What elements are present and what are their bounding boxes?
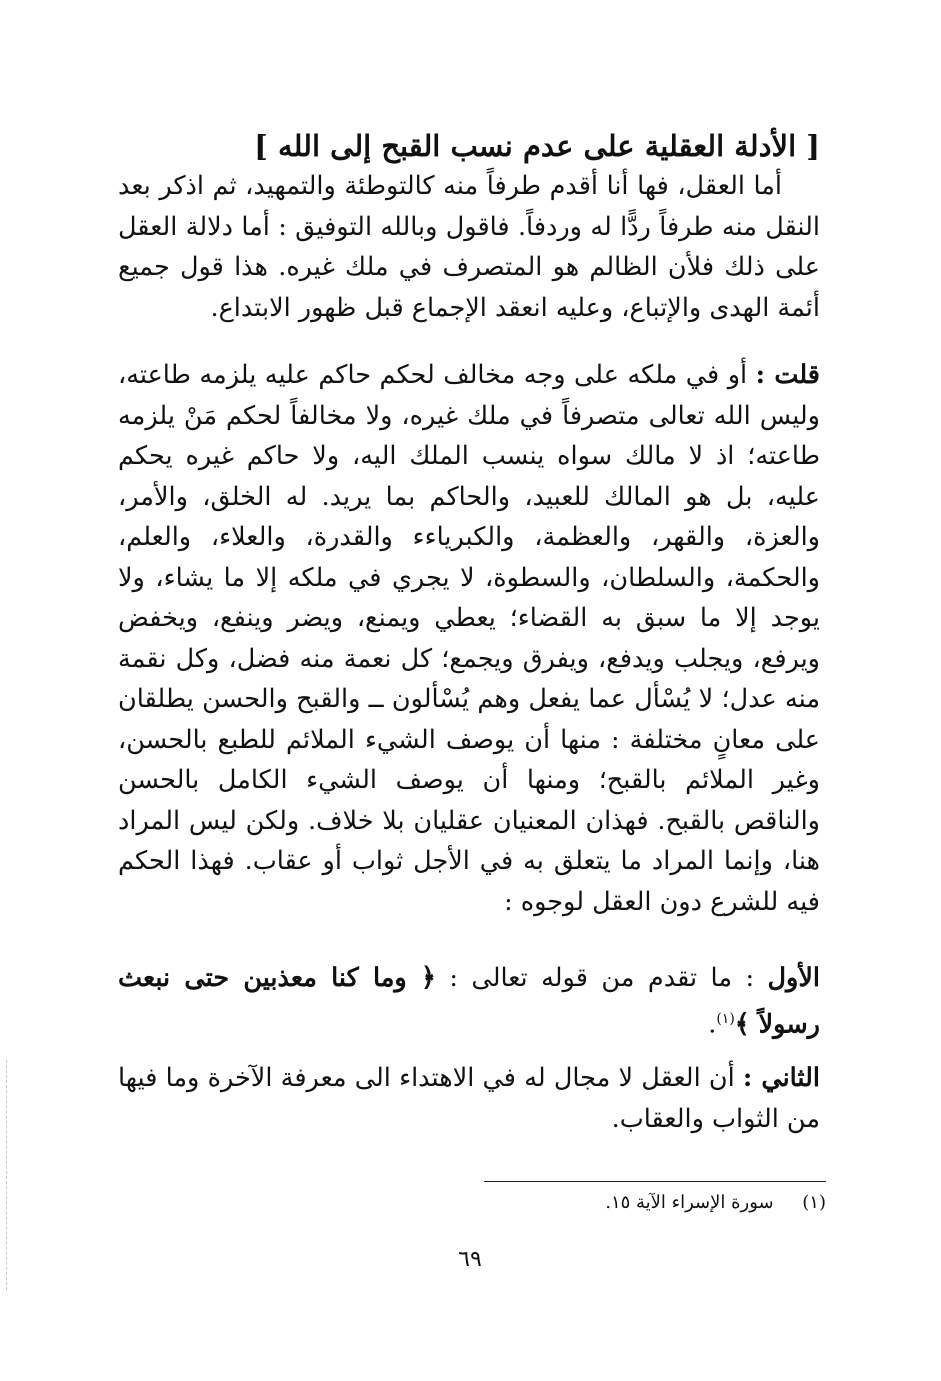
paragraph-first-text: : ما تقدم من قوله تعالى :	[435, 963, 768, 993]
paragraph-intro	[118, 166, 820, 328]
paragraph-second-body	[118, 1058, 820, 1139]
page-number: ٦٩	[458, 1247, 482, 1272]
quran-verse: ﴿ وما كنا معذبين حتى نبعث رسولاً ﴾	[118, 963, 820, 1039]
paragraph-second-lead: الثاني :	[742, 1063, 820, 1093]
section-heading	[254, 124, 820, 168]
footnote	[484, 1188, 826, 1218]
paragraph-second-reason	[118, 1058, 820, 1139]
heading-close-bracket: ]	[254, 129, 268, 163]
scan-edge-mark	[6, 1060, 8, 1290]
paragraph-first-end: .	[708, 1009, 717, 1039]
footnote-marker: (١)	[802, 1192, 826, 1213]
footnote-divider	[484, 1181, 826, 1182]
footnote-text: سورة الإسراء الآية ١٥.	[605, 1192, 774, 1213]
paragraph-first-lead: الأول	[767, 963, 820, 993]
paragraph-first-reason	[118, 958, 820, 1045]
paragraph-intro-text: أما العقل، فها أنا أقدم طرفاً منه كالتوطئة والتمهيد، ثم اذكر بعد النقل منه طرفاً ردًّا له وردفاً. فاقول وبالله التوفيق : أما دلالة العقل على ذلك فلأن الظالم هو المتصرف في ملك غيره. هذا قول جميع أئمة الهدى والإتباع، وعليه انعقد الإجماع قبل ظهور الابتداع.	[118, 171, 820, 323]
footnote-reference[interactable]: (١)	[716, 1010, 735, 1027]
paragraph-first-body	[118, 958, 820, 1045]
paragraph-second-text: أن العقل لا مجال له في الاهتداء الى معرفة الآخرة وما فيها من الثواب والعقاب.	[118, 1063, 820, 1134]
paragraph-qultu	[118, 355, 820, 922]
paragraph-qultu-text: أو في ملكه على وجه مخالف لحكم حاكم عليه يلزمه طاعته، وليس الله تعالى متصرفاً في ملك غيره، ولا مخالفاً لحكم مَنْ يلزمه طاعته؛ اذ لا مالك سواه ينسب الملك اليه، ولا حاكم غيره يحكم عليه، بل هو المالك للعبيد، والحاكم بما يريد. له الخلق، والأمر، والعزة، والقهر، والعظمة، والكبرياءء والقدرة، والعلاء، والعلم، والحكمة، والسلطان، والسطوة، لا يجري في ملكه إلا ما يشاء، ولا يوجد إلا ما سبق به القضاء؛ يعطي ويمنع، ويضر وينفع، ويخفض ويرفع، ويجلب ويدفع، ويفرق ويجمع؛ كل نعمة منه فضل، وكل نقمة منه عدل؛ لا يُسْأل عما يفعل وهم يُسْألون ــ والقبح والحسن يطلقان على معانٍ مختلفة : منها أن يوصف الشيء الملائم للطبع بالحسن، وغير الملائم بالقبح؛ ومنها أن يوصف الشيء الكامل بالحسن والناقص بالقبح. فهذان المعنيان عقليان بلا خلاف. ولكن ليس المراد هنا، وإنما المراد ما يتعلق به في الأجل ثواب أو عقاب. فهذا الحكم فيه للشرع دون العقل لوجوه :	[118, 360, 820, 917]
paragraph-qultu-lead: قلت :	[755, 360, 820, 390]
heading-title: الأدلة العقلية على عدم نسب القبح إلى الله	[278, 129, 797, 163]
heading-open-bracket: [	[806, 129, 820, 163]
paragraph-qultu-body	[118, 355, 820, 922]
